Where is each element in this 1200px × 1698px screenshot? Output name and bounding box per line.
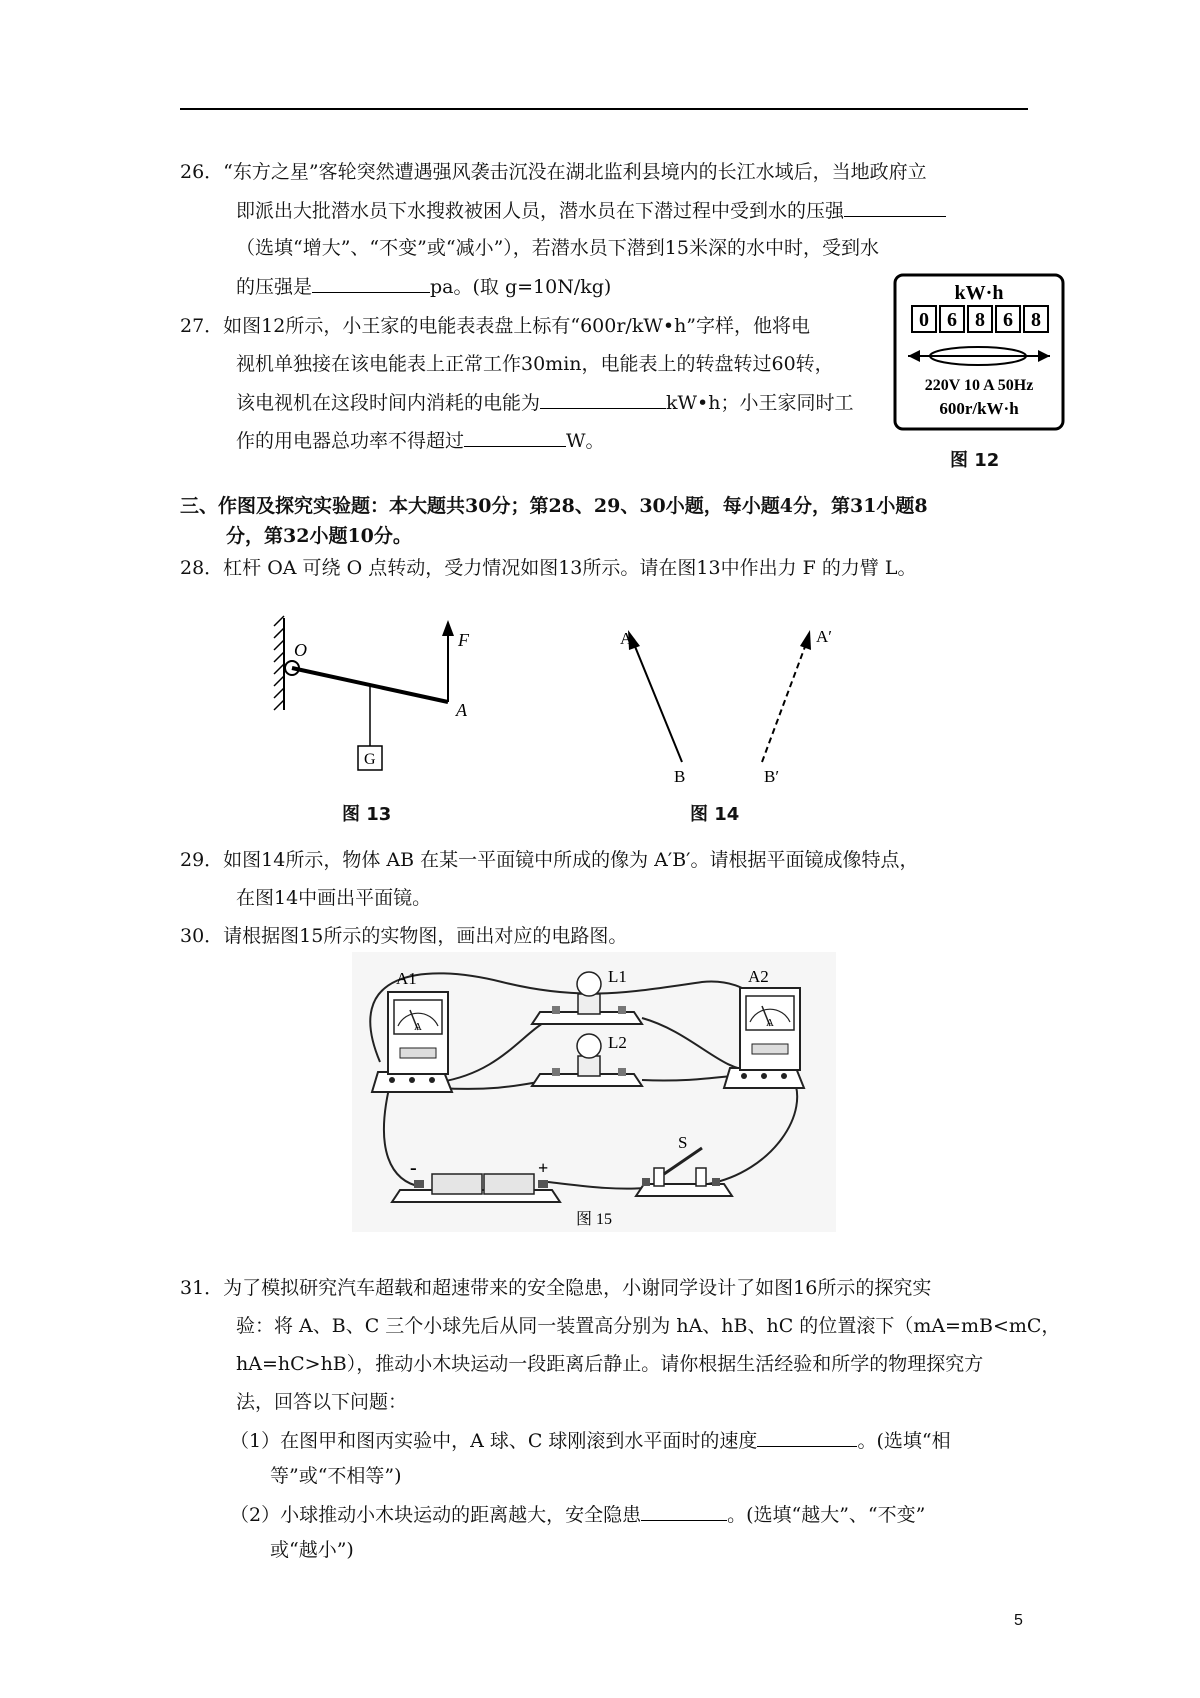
- q27-line2: 视机单独接在该电能表上正常工作30min，电能表上的转盘转过60转，: [236, 353, 834, 375]
- answer-blank[interactable]: [757, 1428, 857, 1447]
- header-rule: [180, 108, 1028, 110]
- label-a-prime: A′: [816, 627, 832, 646]
- q26-line3: （选填“增大”、“不变”或“减小”），若潜水员下潜到15米深的水中时，受到水: [236, 237, 879, 259]
- label-s: S: [678, 1133, 688, 1152]
- figure-12-meter: [890, 272, 1068, 434]
- q27-line3: 该电视机在这段时间内消耗的电能为 kW•h；小王家同时工: [236, 392, 854, 414]
- object-ab: [634, 644, 682, 762]
- wall: [274, 616, 284, 710]
- label-b-prime: B′: [764, 767, 780, 786]
- q30-line1: 30．请根据图15所示的实物图，画出对应的电路图。: [180, 925, 628, 947]
- answer-blank[interactable]: [464, 428, 566, 447]
- label-a: A: [620, 629, 633, 648]
- label-a1: A1: [396, 969, 417, 988]
- label-plus: +: [538, 1158, 549, 1178]
- section-3-heading-cont: 分，第32小题10分。: [226, 525, 412, 547]
- label-f: F: [458, 630, 469, 650]
- q28-line1: 28．杠杆 OA 可绕 O 点转动，受力情况如图13所示。请在图13中作出力 F 的力臂 L。: [180, 557, 917, 579]
- figure-14-mirror: [614, 622, 844, 788]
- figure-12-caption: 图 12: [950, 450, 1000, 471]
- q31-line2: 验：将 A、B、C 三个小球先后从同一装置高分别为 hA、hB、hC 的位置滚下（mA=mB<mC，: [236, 1315, 1061, 1337]
- q26-line1: 26．“东方之星”客轮突然遭遇强风袭击沉没在湖北监利县境内的长江水域后，当地政府立: [180, 161, 927, 183]
- answer-blank[interactable]: [312, 274, 430, 293]
- figure-13-caption: 图 13: [342, 804, 392, 825]
- meter-rate: 600r/kW·h: [939, 399, 1019, 418]
- meter-digit: 0: [919, 309, 929, 331]
- label-g: G: [364, 751, 376, 768]
- q31-line1: 31．为了模拟研究汽车超载和超速带来的安全隐患，小谢同学设计了如图16所示的探究实: [180, 1277, 932, 1299]
- q26-line2: 即派出大批潜水员下水搜救被困人员，潜水员在下潜过程中受到水的压强: [236, 198, 946, 223]
- q27-line1: 27．如图12所示，小王家的电能表表盘上标有“600r/kW•h”字样，他将电: [180, 315, 811, 337]
- svg-text:A: A: [414, 1021, 422, 1033]
- q31-sub1: （1）在图甲和图丙实验中，A 球、C 球刚滚到水平面时的速度 。(选填“相: [230, 1430, 951, 1452]
- label-l2: L2: [608, 1033, 627, 1052]
- q26-line4: 的压强是 pa。(取 g=10N/kg): [236, 276, 612, 298]
- q31-line4: 法，回答以下问题：: [236, 1391, 408, 1413]
- meter-digit: 8: [975, 309, 985, 331]
- q31-sub2: （2）小球推动小木块运动的距离越大，安全隐患 。(选填“越大”、“不变”: [230, 1504, 926, 1526]
- section-3-heading: 三、作图及探究实验题：本大题共30分；第28、29、30小题，每小题4分，第31小题8: [180, 495, 928, 517]
- meter-digit: 6: [1003, 309, 1013, 331]
- label-a: A: [456, 700, 467, 720]
- svg-text:A: A: [766, 1017, 774, 1029]
- label-l1: L1: [608, 967, 627, 986]
- figure-15-circuit: [352, 952, 836, 1232]
- q31-sub1-cont: 等”或“不相等”): [270, 1465, 402, 1487]
- meter-digit: 8: [1031, 309, 1041, 331]
- answer-blank[interactable]: [641, 1502, 727, 1521]
- figure-15-caption: 图 15: [575, 1211, 613, 1228]
- image-a2b2: [762, 644, 806, 762]
- label-o: O: [294, 640, 307, 660]
- page-number: 5: [1014, 1612, 1023, 1629]
- meter-rating: 220V 10 A 50Hz: [924, 377, 1034, 394]
- figure-14-caption: 图 14: [690, 804, 740, 825]
- q29-line1: 29．如图14所示，物体 AB 在某一平面镜中所成的像为 A′B′。请根据平面镜成像特点，: [180, 849, 919, 871]
- answer-blank[interactable]: [844, 198, 946, 217]
- q29-line2: 在图14中画出平面镜。: [236, 887, 432, 909]
- q27-line4: 作的用电器总功率不得超过 W。: [236, 430, 605, 452]
- label-a2: A2: [748, 967, 769, 986]
- label-minus: -: [410, 1157, 417, 1179]
- answer-blank[interactable]: [540, 390, 666, 409]
- meter-unit: kW·h: [954, 282, 1004, 304]
- q31-line3: hA=hC>hB），推动小木块运动一段距离后静止。请你根据生活经验和所学的物理探究方: [236, 1353, 984, 1375]
- q31-sub2-cont: 或“越小”): [270, 1539, 354, 1561]
- figure-13-lever: [258, 612, 488, 782]
- meter-digit: 6: [947, 309, 957, 331]
- label-b: B: [674, 767, 686, 786]
